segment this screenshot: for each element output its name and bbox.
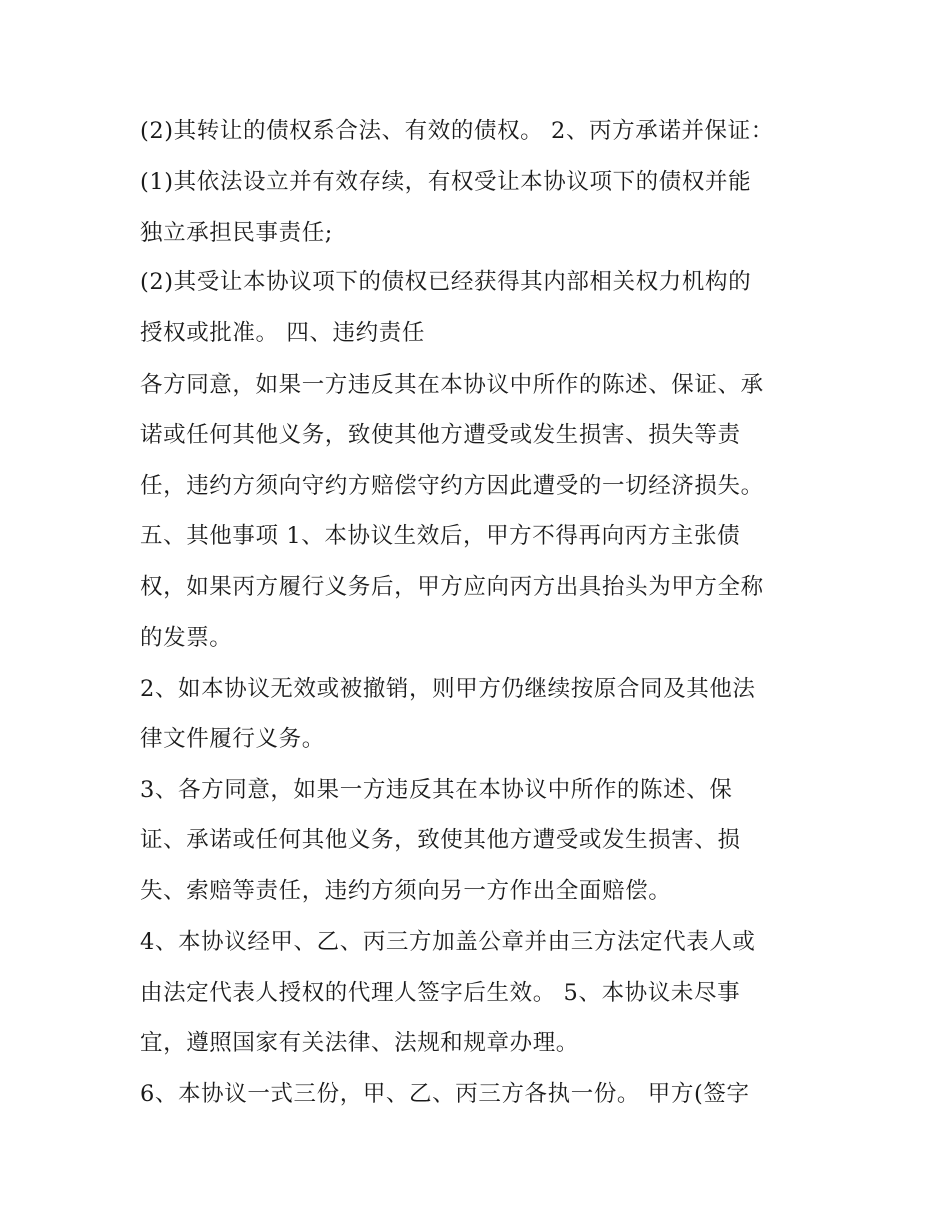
text-line: (2)其受让本协议项下的债权已经获得其内部相关权力机构的 bbox=[140, 269, 752, 295]
text-line: 由法定代表人授权的代理人签字后生效。 5、本协议未尽事 bbox=[140, 980, 741, 1006]
text-line: 失、索赔等责任，违约方须向另一方作出全面赔偿。 bbox=[140, 878, 672, 904]
text-line: 独立承担民事责任; bbox=[140, 220, 333, 246]
text-line: 任，违约方须向守约方赔偿守约方因此遭受的一切经济损失。 bbox=[140, 473, 764, 499]
text-line: 的发票。 bbox=[140, 625, 233, 651]
text-line: 6、本协议一式三份，甲、乙、丙三方各执一份。 甲方(签字 bbox=[140, 1081, 750, 1107]
text-line: 律文件履行义务。 bbox=[140, 726, 325, 752]
text-line: 4、本协议经甲、乙、丙三方加盖公章并由三方法定代表人或 bbox=[140, 929, 756, 955]
text-line: 2、如本协议无效或被撤销，则甲方仍继续按原合同及其他法 bbox=[140, 676, 756, 702]
text-line: 3、各方同意，如果一方违反其在本协议中所作的陈述、保 bbox=[140, 777, 733, 803]
text-line: 宜，遵照国家有关法律、法规和规章办理。 bbox=[140, 1030, 579, 1056]
text-line: 诺或任何其他义务，致使其他方遭受或发生损害、损失等责 bbox=[140, 422, 741, 448]
text-line: 证、承诺或任何其他义务，致使其他方遭受或发生损害、损 bbox=[140, 827, 741, 853]
text-line: 各方同意，如果一方违反其在本协议中所作的陈述、保证、承 bbox=[140, 372, 764, 398]
text-line: (1)其依法设立并有效存续，有权受让本协议项下的债权并能 bbox=[140, 169, 752, 195]
text-line: 授权或批准。 四、违约责任 bbox=[140, 320, 425, 346]
text-line: (2)其转让的债权系合法、有效的债权。 2、丙方承诺并保证： bbox=[140, 118, 774, 144]
text-line: 五、其他事项 1、本协议生效后，甲方不得再向丙方主张债 bbox=[140, 523, 741, 549]
text-line: 权，如果丙方履行义务后，甲方应向丙方出具抬头为甲方全称 bbox=[140, 574, 764, 600]
